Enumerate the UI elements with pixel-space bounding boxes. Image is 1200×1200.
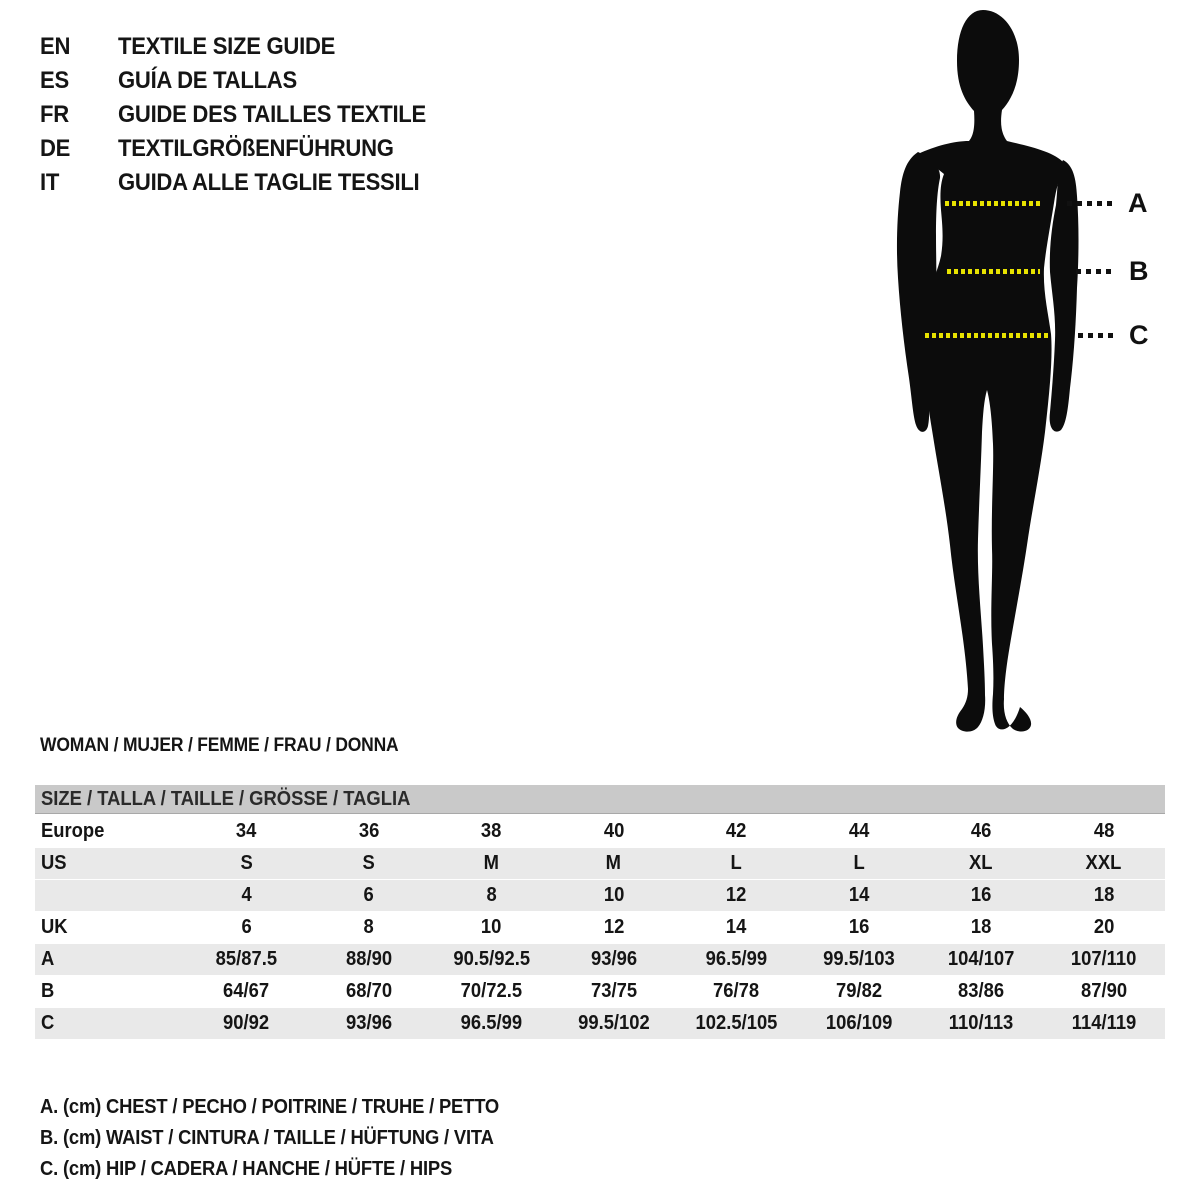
size-cell: 46 [971, 820, 992, 842]
table-row-a [35, 944, 1165, 976]
size-cell: 16 [848, 916, 869, 938]
size-cell: 12 [603, 916, 624, 938]
size-cell: XL [969, 852, 994, 874]
size-cell: M [606, 852, 622, 874]
silhouette-torso-legs [918, 10, 1064, 732]
size-cell: S [362, 852, 375, 874]
size-cell: 93/96 [590, 948, 637, 970]
size-cell: 48 [1093, 820, 1114, 842]
language-guide-title: GUÍA DE TALLAS [118, 67, 297, 94]
table-row-europe [35, 816, 1165, 848]
size-cell: 14 [848, 884, 869, 906]
size-cell: 8 [363, 916, 374, 938]
size-cell: 85/87.5 [215, 948, 277, 970]
waist-measure-dash-line [947, 269, 1040, 274]
size-cell: S [240, 852, 253, 874]
size-cell: 99.5/102 [577, 1012, 650, 1034]
language-code: FR [40, 101, 69, 128]
table-row-us [35, 848, 1165, 880]
size-cell: 93/96 [345, 1012, 392, 1034]
hip-measure-dash-line [925, 333, 1048, 338]
size-cell: 6 [363, 884, 374, 906]
size-cell: 99.5/103 [822, 948, 895, 970]
row-label: A [41, 948, 55, 970]
row-label: B [41, 980, 55, 1002]
row-label: UK [41, 916, 68, 938]
size-cell: 90/92 [223, 1012, 270, 1034]
measure-label-a: A [1128, 188, 1148, 218]
size-cell: 34 [236, 820, 257, 842]
language-code: ES [40, 67, 69, 94]
size-cell: 90.5/92.5 [452, 948, 530, 970]
language-row-en [40, 30, 453, 64]
section-title [40, 735, 430, 757]
size-cell: M [483, 852, 499, 874]
size-cell: 8 [486, 884, 497, 906]
hip-callout-dotted-line [1078, 333, 1113, 338]
measurement-legend [40, 1092, 539, 1185]
legend-line-c: C. (cm) HIP / CADERA / HANCHE / HÜFTE / HIPS [40, 1158, 453, 1180]
table-row-b [35, 976, 1165, 1008]
size-cell: 36 [358, 820, 379, 842]
size-cell: 14 [726, 916, 747, 938]
size-table-body [35, 816, 1165, 1040]
size-cell: 106/109 [825, 1012, 892, 1034]
language-guide-title: TEXTILGRÖßENFÜHRUNG [118, 135, 394, 162]
measure-label-b: B [1129, 256, 1149, 286]
size-cell: 68/70 [345, 980, 392, 1002]
size-cell: 20 [1093, 916, 1114, 938]
language-row-it [40, 166, 453, 200]
size-cell: 70/72.5 [460, 980, 522, 1002]
size-cell: 79/82 [835, 980, 882, 1002]
size-cell: 38 [481, 820, 502, 842]
language-code: DE [40, 135, 71, 162]
size-cell: 16 [971, 884, 992, 906]
size-cell: 96.5/99 [460, 1012, 522, 1034]
size-cell: 10 [481, 916, 502, 938]
table-row-c [35, 1008, 1165, 1040]
size-table-header [35, 785, 1165, 814]
waist-callout-dotted-line [1076, 269, 1113, 274]
language-code: IT [40, 169, 60, 196]
size-cell: 87/90 [1080, 980, 1127, 1002]
size-cell: 4 [241, 884, 252, 906]
woman-silhouette [880, 0, 1080, 745]
size-cell: 73/75 [590, 980, 637, 1002]
size-cell: 12 [726, 884, 747, 906]
language-guide-title: TEXTILE SIZE GUIDE [118, 33, 336, 60]
section-title-text: WOMAN / MUJER / FEMME / FRAU / DONNA [40, 735, 399, 756]
size-cell: 64/67 [223, 980, 270, 1002]
size-cell: 44 [848, 820, 869, 842]
size-cell: 6 [241, 916, 252, 938]
language-guide-title: GUIDE DES TAILLES TEXTILE [118, 101, 426, 128]
language-row-de [40, 132, 453, 166]
size-cell: 88/90 [345, 948, 392, 970]
table-row-us-numeric [35, 880, 1165, 912]
size-cell: 42 [726, 820, 747, 842]
legend-line-a: A. (cm) CHEST / PECHO / POITRINE / TRUHE / PETTO [40, 1096, 500, 1118]
size-cell: 76/78 [713, 980, 760, 1002]
chest-measure-dash-line [945, 201, 1040, 206]
size-cell: 96.5/99 [705, 948, 767, 970]
size-cell: L [853, 852, 865, 874]
size-table-header-text: SIZE / TALLA / TAILLE / GRÖSSE / TAGLIA [41, 787, 411, 810]
size-table [35, 785, 1165, 1040]
language-title-block [40, 30, 453, 200]
size-cell: 83/86 [958, 980, 1005, 1002]
size-cell: 110/113 [949, 1012, 1014, 1034]
size-cell: 10 [603, 884, 624, 906]
table-row-uk [35, 912, 1165, 944]
size-cell: 107/110 [1070, 948, 1137, 970]
size-cell: 104/107 [947, 948, 1015, 970]
row-label [35, 884, 185, 907]
size-cell: XXL [1085, 852, 1122, 874]
chest-callout-dotted-line [1067, 201, 1113, 206]
row-label: Europe [41, 820, 105, 842]
language-guide-title: GUIDA ALLE TAGLIE TESSILI [118, 169, 420, 196]
size-cell: L [730, 852, 742, 874]
row-label: US [41, 852, 67, 874]
language-row-fr [40, 98, 453, 132]
language-row-es [40, 64, 453, 98]
size-cell: 40 [603, 820, 624, 842]
legend-line-b: B. (cm) WAIST / CINTURA / TAILLE / HÜFTUNG / VITA [40, 1127, 494, 1149]
language-code: EN [40, 33, 71, 60]
size-cell: 102.5/105 [695, 1012, 778, 1034]
size-cell: 114/119 [1071, 1012, 1136, 1034]
size-cell: 18 [971, 916, 992, 938]
measure-label-c: C [1129, 320, 1149, 350]
row-label: C [41, 1012, 55, 1034]
size-cell: 18 [1093, 884, 1114, 906]
